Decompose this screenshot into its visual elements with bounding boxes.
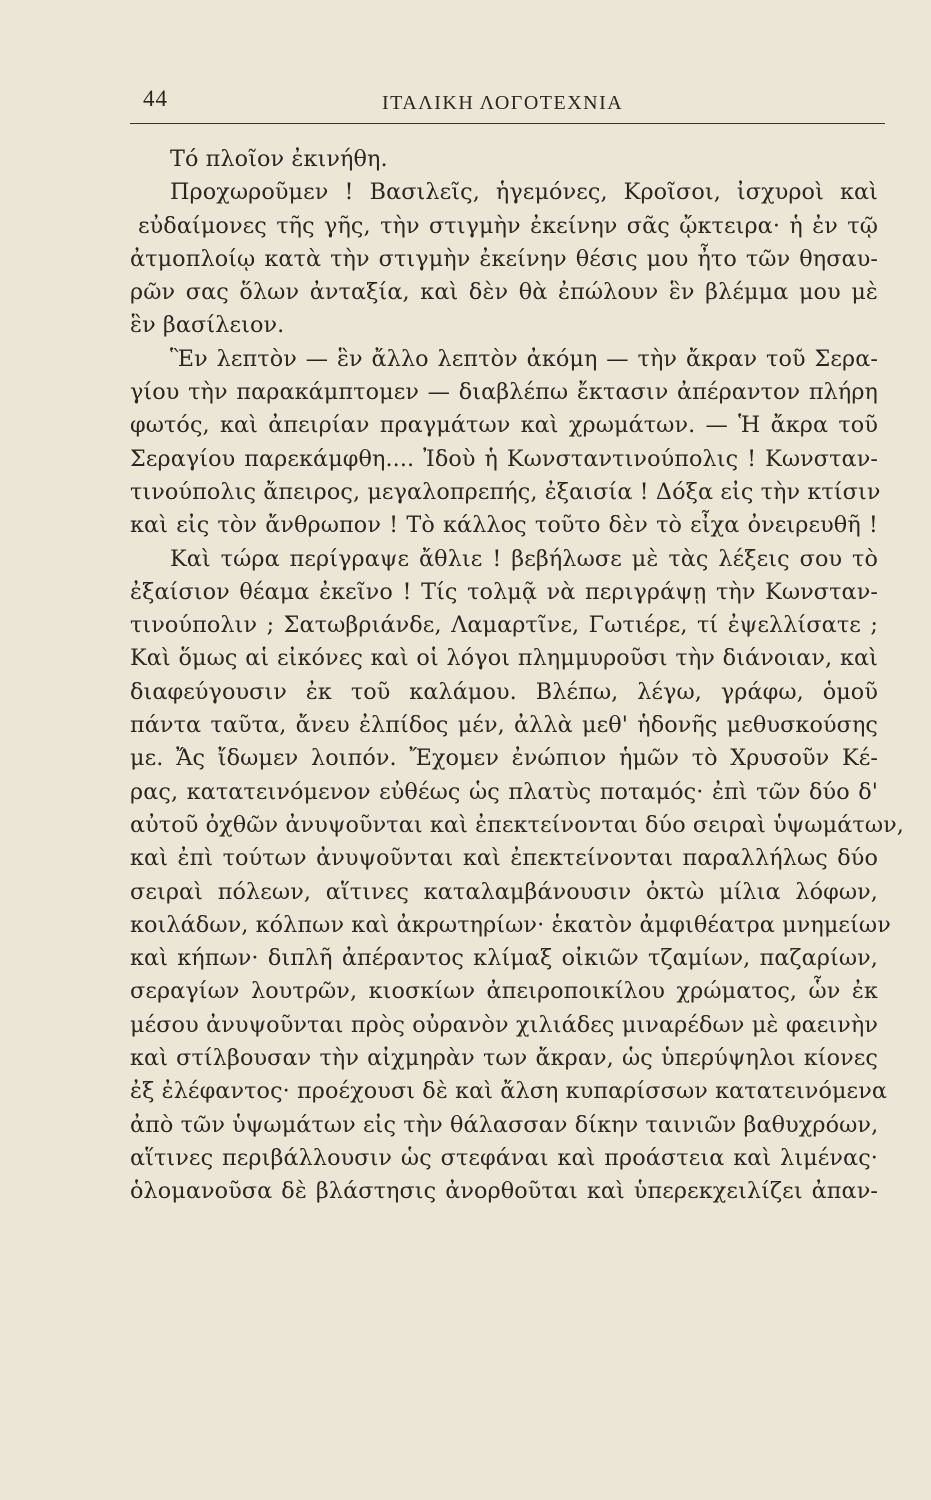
text-line: Σεραγίου παρεκάμφθη.... Ἰδοὺ ἡ Κωνσταντινούπολις ! Κωνσταν- xyxy=(130,445,878,472)
text-line: ἐξ ἐλέφαντος· προέχουσι δὲ καὶ ἄλση κυπαρίσσων κατατεινόμενα xyxy=(130,1078,888,1105)
text-line: ὁλομανοῦσα δὲ βλάστησις ἀνορθοῦται καὶ ὑπερεκχειλίζει ἀπαν- xyxy=(130,1178,878,1205)
text-line: ρῶν σας ὅλων ἀνταξία, καὶ δὲν θὰ ἐπώλουν ἓν βλέμμα μου μὲ xyxy=(130,279,878,306)
text-line: ἀπὸ τῶν ὑψωμάτων εἰς τὴν θάλασσαν δίκην ταινιῶν βαθυχρόων, xyxy=(130,1111,879,1138)
text-line: καὶ κήπων· διπλῆ ἀπέραντος κλίμαξ οἰκιῶν τζαμίων, παζαρίων, xyxy=(130,945,878,972)
text-line: πάντα ταῦτα, ἄνευ ἐλπίδος μέν, ἀλλὰ μεθ' ἡδονῆς μεθυσκούσης xyxy=(130,712,878,739)
text-line: ἓν βασίλειον. xyxy=(130,312,285,339)
text-line: αἵτινες περιβάλλουσιν ὡς στεφάναι καὶ προάστεια καὶ λιμένας· xyxy=(130,1144,878,1171)
body-text xyxy=(130,143,904,1209)
text-line: Ἓν λεπτὸν — ἓν ἄλλο λεπτὸν ἀκόμη — τὴν ἄκραν τοῦ Σερα- xyxy=(170,345,878,372)
text-line: Καὶ ὅμως αἱ εἰκόνες καὶ οἱ λόγοι πλημμυροῦσι τὴν διάνοιαν, καὶ xyxy=(130,645,878,672)
text-line: ἐξαίσιον θέαμα ἐκεῖνο ! Τίς τολμᾷ νὰ περιγράψῃ τὴν Κωνσταν- xyxy=(130,578,878,605)
page-header xyxy=(130,80,885,124)
text-line: Προχωροῦμεν ! Βασιλεῖς, ἡγεμόνες, Κροῖσοι, ἰσχυροὶ καὶ xyxy=(170,179,878,206)
text-line: καὶ ἐπὶ τούτων ἀνυψοῦνται καὶ ἐπεκτείνονται παραλλήλως δύο xyxy=(130,845,878,872)
page-number: 44 xyxy=(143,86,168,111)
text-line: φωτός, καὶ ἀπειρίαν πραγμάτων καὶ χρωμάτων. — Ἡ ἄκρα τοῦ xyxy=(130,412,878,439)
header-rule xyxy=(130,123,885,124)
text-line: διαφεύγουσιν ἐκ τοῦ καλάμου. Βλέπω, λέγω, γράφω, ὁμοῦ xyxy=(130,678,878,705)
text-line: γίου τὴν παρακάμπτομεν — διαβλέπω ἔκτασιν ἀπέραντον πλήρη xyxy=(130,379,878,406)
text-line: Τό πλοῖον ἐκινήθη. xyxy=(170,146,388,172)
text-line: κοιλάδων, κόλπων καὶ ἀκρωτηρίων· ἑκατὸν ἀμφιθέατρα μνημείων xyxy=(130,911,891,938)
text-line: μέσου ἀνυψοῦνται πρὸς οὐρανὸν χιλιάδες μιναρέδων μὲ φαεινὴν xyxy=(130,1011,878,1038)
text-line: με. Ἄς ἴδωμεν λοιπόν. Ἔχομεν ἐνώπιον ἡμῶν τὸ Χρυσοῦν Κέ- xyxy=(130,745,878,772)
text-line: σειραὶ πόλεων, αἵτινες καταλαμβάνουσιν ὀκτὼ μίλια λόφων, xyxy=(130,878,878,905)
text-line: σεραγίων λουτρῶν, κιοσκίων ἀπειροποικίλου χρώματος, ὧν ἐκ xyxy=(130,978,878,1005)
text-line: αὐτοῦ ὀχθῶν ἀνυψοῦνται καὶ ἐπεκτείνονται δύο σειραὶ ὑψωμάτων, xyxy=(130,811,904,838)
text-line: εὐδαίμονες τῆς γῆς, τὴν στιγμὴν ἐκείνην σᾶς ᾤκτειρα· ἡ ἐν τῷ xyxy=(138,212,878,239)
text-line: τινούπολις ἄπειρος, μεγαλοπρεπής, ἐξαισία ! Δόξα εἰς τὴν κτίσιν xyxy=(130,478,881,505)
text-line: καὶ στίλβουσαν τὴν αἰχμηρὰν των ἄκραν, ὡς ὑπερύψηλοι κίονες xyxy=(130,1045,878,1072)
text-line: καὶ εἰς τὸν ἄνθρωπον ! Τὸ κάλλος τοῦτο δὲν τὸ εἶχα ὀνειρευθῆ ! xyxy=(130,512,878,539)
text-line: ρας, κατατεινόμενον εὐθέως ὡς πλατὺς ποταμός· ἐπὶ τῶν δύο δ' xyxy=(130,778,878,805)
text-line: τινούπολιν ; Σατωβριάνδε, Λαμαρτῖνε, Γωτιέρε, τί ἐψελλίσατε ; xyxy=(130,612,878,639)
text-line: ἀτμοπλοίῳ κατὰ τὴν στιγμὴν ἐκείνην θέσις μου ἦτο τῶν θησαυ- xyxy=(130,245,878,272)
running-title: ΙΤΑΛΙΚΗ ΛΟΓΟΤΕΧΝΙΑ xyxy=(382,92,624,114)
text-line: Καὶ τώρα περίγραψε ἄθλιε ! βεβήλωσε μὲ τὰς λέξεις σου τὸ xyxy=(170,545,878,572)
